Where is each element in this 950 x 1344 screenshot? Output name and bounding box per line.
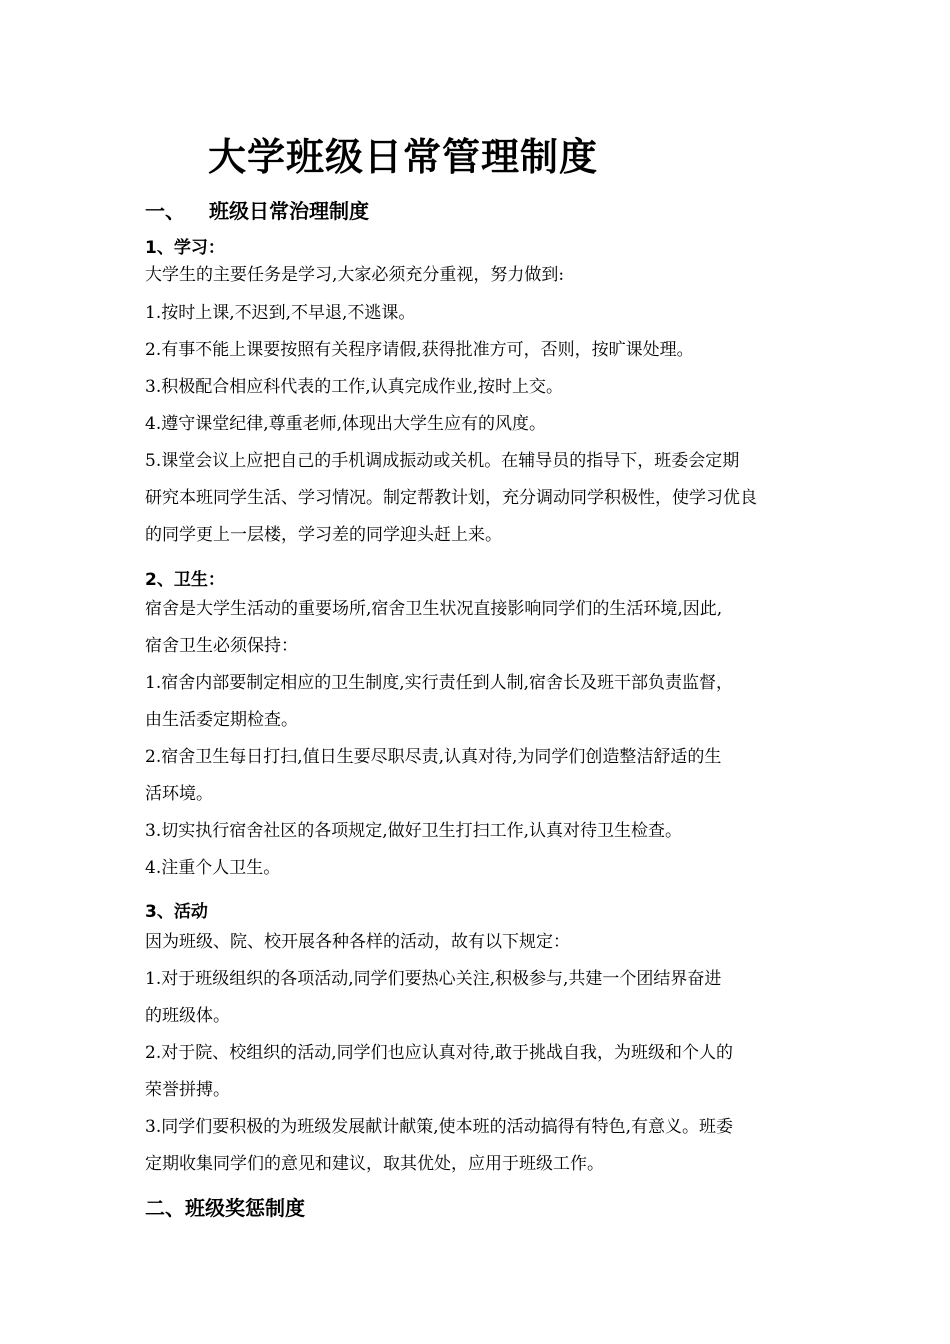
paragraph-line: 3.切实执行宿舍社区的各项规定,做好卫生打扫工作,认真对待卫生检查。 [145,821,683,841]
paragraph-line: 荣誉拼搏。 [145,1080,230,1100]
subsection-hygiene-heading: 2、卫生： [145,570,225,590]
paragraph-line: 宿舍是大学生活动的重要场所,宿舍卫生状况直接影响同学们的生活环境,因此, [145,599,723,619]
paragraph-line: 的同学更上一层楼，学习差的同学迎头赶上来。 [145,525,502,545]
paragraph-line: 1.宿舍内部要制定相应的卫生制度,实行责任到人制,宿舍长及班干部负责监督， [145,673,734,693]
paragraph-line: 活环境。 [145,784,213,804]
paragraph-line: 2.有事不能上课要按照有关程序请假,获得批准方可，否则，按旷课处理。 [145,340,694,360]
paragraph-line: 宿舍卫生必须保持： [145,636,298,656]
paragraph-line: 大学生的主要任务是学习,大家必须充分重视，努力做到: [145,265,565,285]
paragraph-line: 5.课堂会议上应把自己的手机调成振动或关机。在辅导员的指导下，班委会定期 [145,451,740,471]
paragraph-line: 的班级体。 [145,1006,230,1026]
paragraph-line: 4.遵守课堂纪律,尊重老师,体现出大学生应有的风度。 [145,414,547,434]
section-1-number: 一、 [145,199,185,223]
section-1-title: 班级日常治理制度 [209,199,369,223]
paragraph-line: 1.按时上课,不迟到,不早退,不逃课。 [145,303,416,323]
paragraph-line: 由生活委定期检查。 [145,710,298,730]
paragraph-line: 定期收集同学们的意见和建议，取其优处，应用于班级工作。 [145,1154,604,1174]
section-1-heading [145,195,369,224]
paragraph-line: 2.宿舍卫生每日打扫,值日生要尽职尽责,认真对待,为同学们创造整洁舒适的生 [145,747,722,767]
paragraph-line: 因为班级、院、校开展各种各样的活动，故有以下规定： [145,932,570,952]
paragraph-line: 2.对于院、校组织的活动,同学们也应认真对待,敢于挑战自我，为班级和个人的 [145,1043,734,1063]
paragraph-line: 研究本班同学生活、学习情况。制定帮教计划，充分调动同学积极性，使学习优良 [145,488,757,508]
subsection-study-heading: 1、学习： [145,238,225,258]
page-title: 大学班级日常管理制度 [208,135,599,179]
paragraph-line: 3.同学们要积极的为班级发展献计献策,使本班的活动搞得有特色,有意义。班委 [145,1117,734,1137]
paragraph-line: 3.积极配合相应科代表的工作,认真完成作业,按时上交。 [145,377,564,397]
subsection-activities-heading: 3、活动 [145,902,208,922]
paragraph-line: 4.注重个人卫生。 [145,858,281,878]
paragraph-line: 1.对于班级组织的各项活动,同学们要热心关注,积极参与,共建一个团结界奋进 [145,969,722,989]
section-2-heading: 二、班级奖惩制度 [145,1196,305,1220]
